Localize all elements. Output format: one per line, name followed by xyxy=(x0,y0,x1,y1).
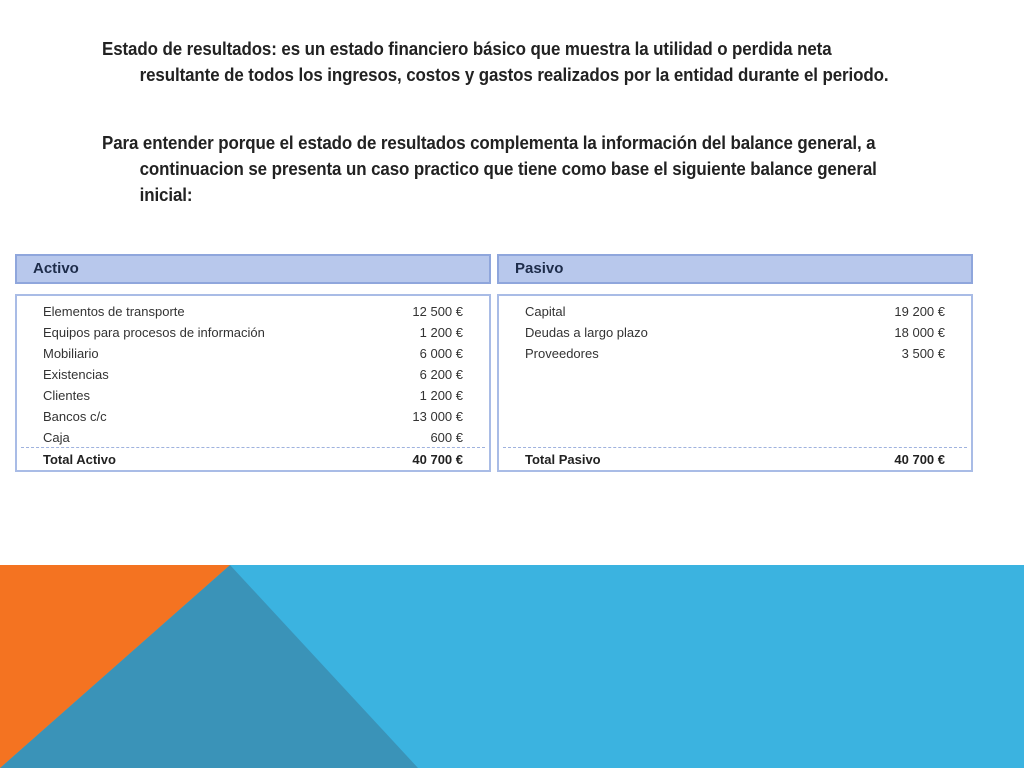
pasivo-body xyxy=(497,294,973,472)
total-row: Total Pasivo 40 700 € xyxy=(525,452,945,467)
table-row: Bancos c/c 13 000 € xyxy=(43,409,463,424)
total-separator xyxy=(503,447,967,448)
table-row: Proveedores 3 500 € xyxy=(525,346,945,361)
paragraph-definition: Estado de resultados: es un estado financiero básico que muestra la utilidad o perdida neta resultante de todos los ingresos, costos y gastos realizados por la entidad durante el periodo. xyxy=(102,39,889,85)
table-row: Caja 600 € xyxy=(43,430,463,445)
table-row: Existencias 6 200 € xyxy=(43,367,463,382)
table-row: Elementos de transporte 12 500 € xyxy=(43,304,463,319)
decorative-band xyxy=(0,565,1024,768)
table-row: Mobiliario 6 000 € xyxy=(43,346,463,361)
table-row: Deudas a largo plazo 18 000 € xyxy=(525,325,945,340)
pasivo-header: Pasivo xyxy=(497,254,973,284)
total-separator xyxy=(21,447,485,448)
table-row: Clientes 1 200 € xyxy=(43,388,463,403)
table-row: Capital 19 200 € xyxy=(525,304,945,319)
total-row: Total Activo 40 700 € xyxy=(43,452,463,467)
activo-header: Activo xyxy=(15,254,491,284)
activo-body xyxy=(15,294,491,472)
table-row: Equipos para procesos de información 1 200 € xyxy=(43,325,463,340)
paragraph-intro: Para entender porque el estado de resultados complementa la información del balance general, a continuacion se presenta un caso practico que tiene como base el siguiente balance general inicial: xyxy=(102,133,877,205)
